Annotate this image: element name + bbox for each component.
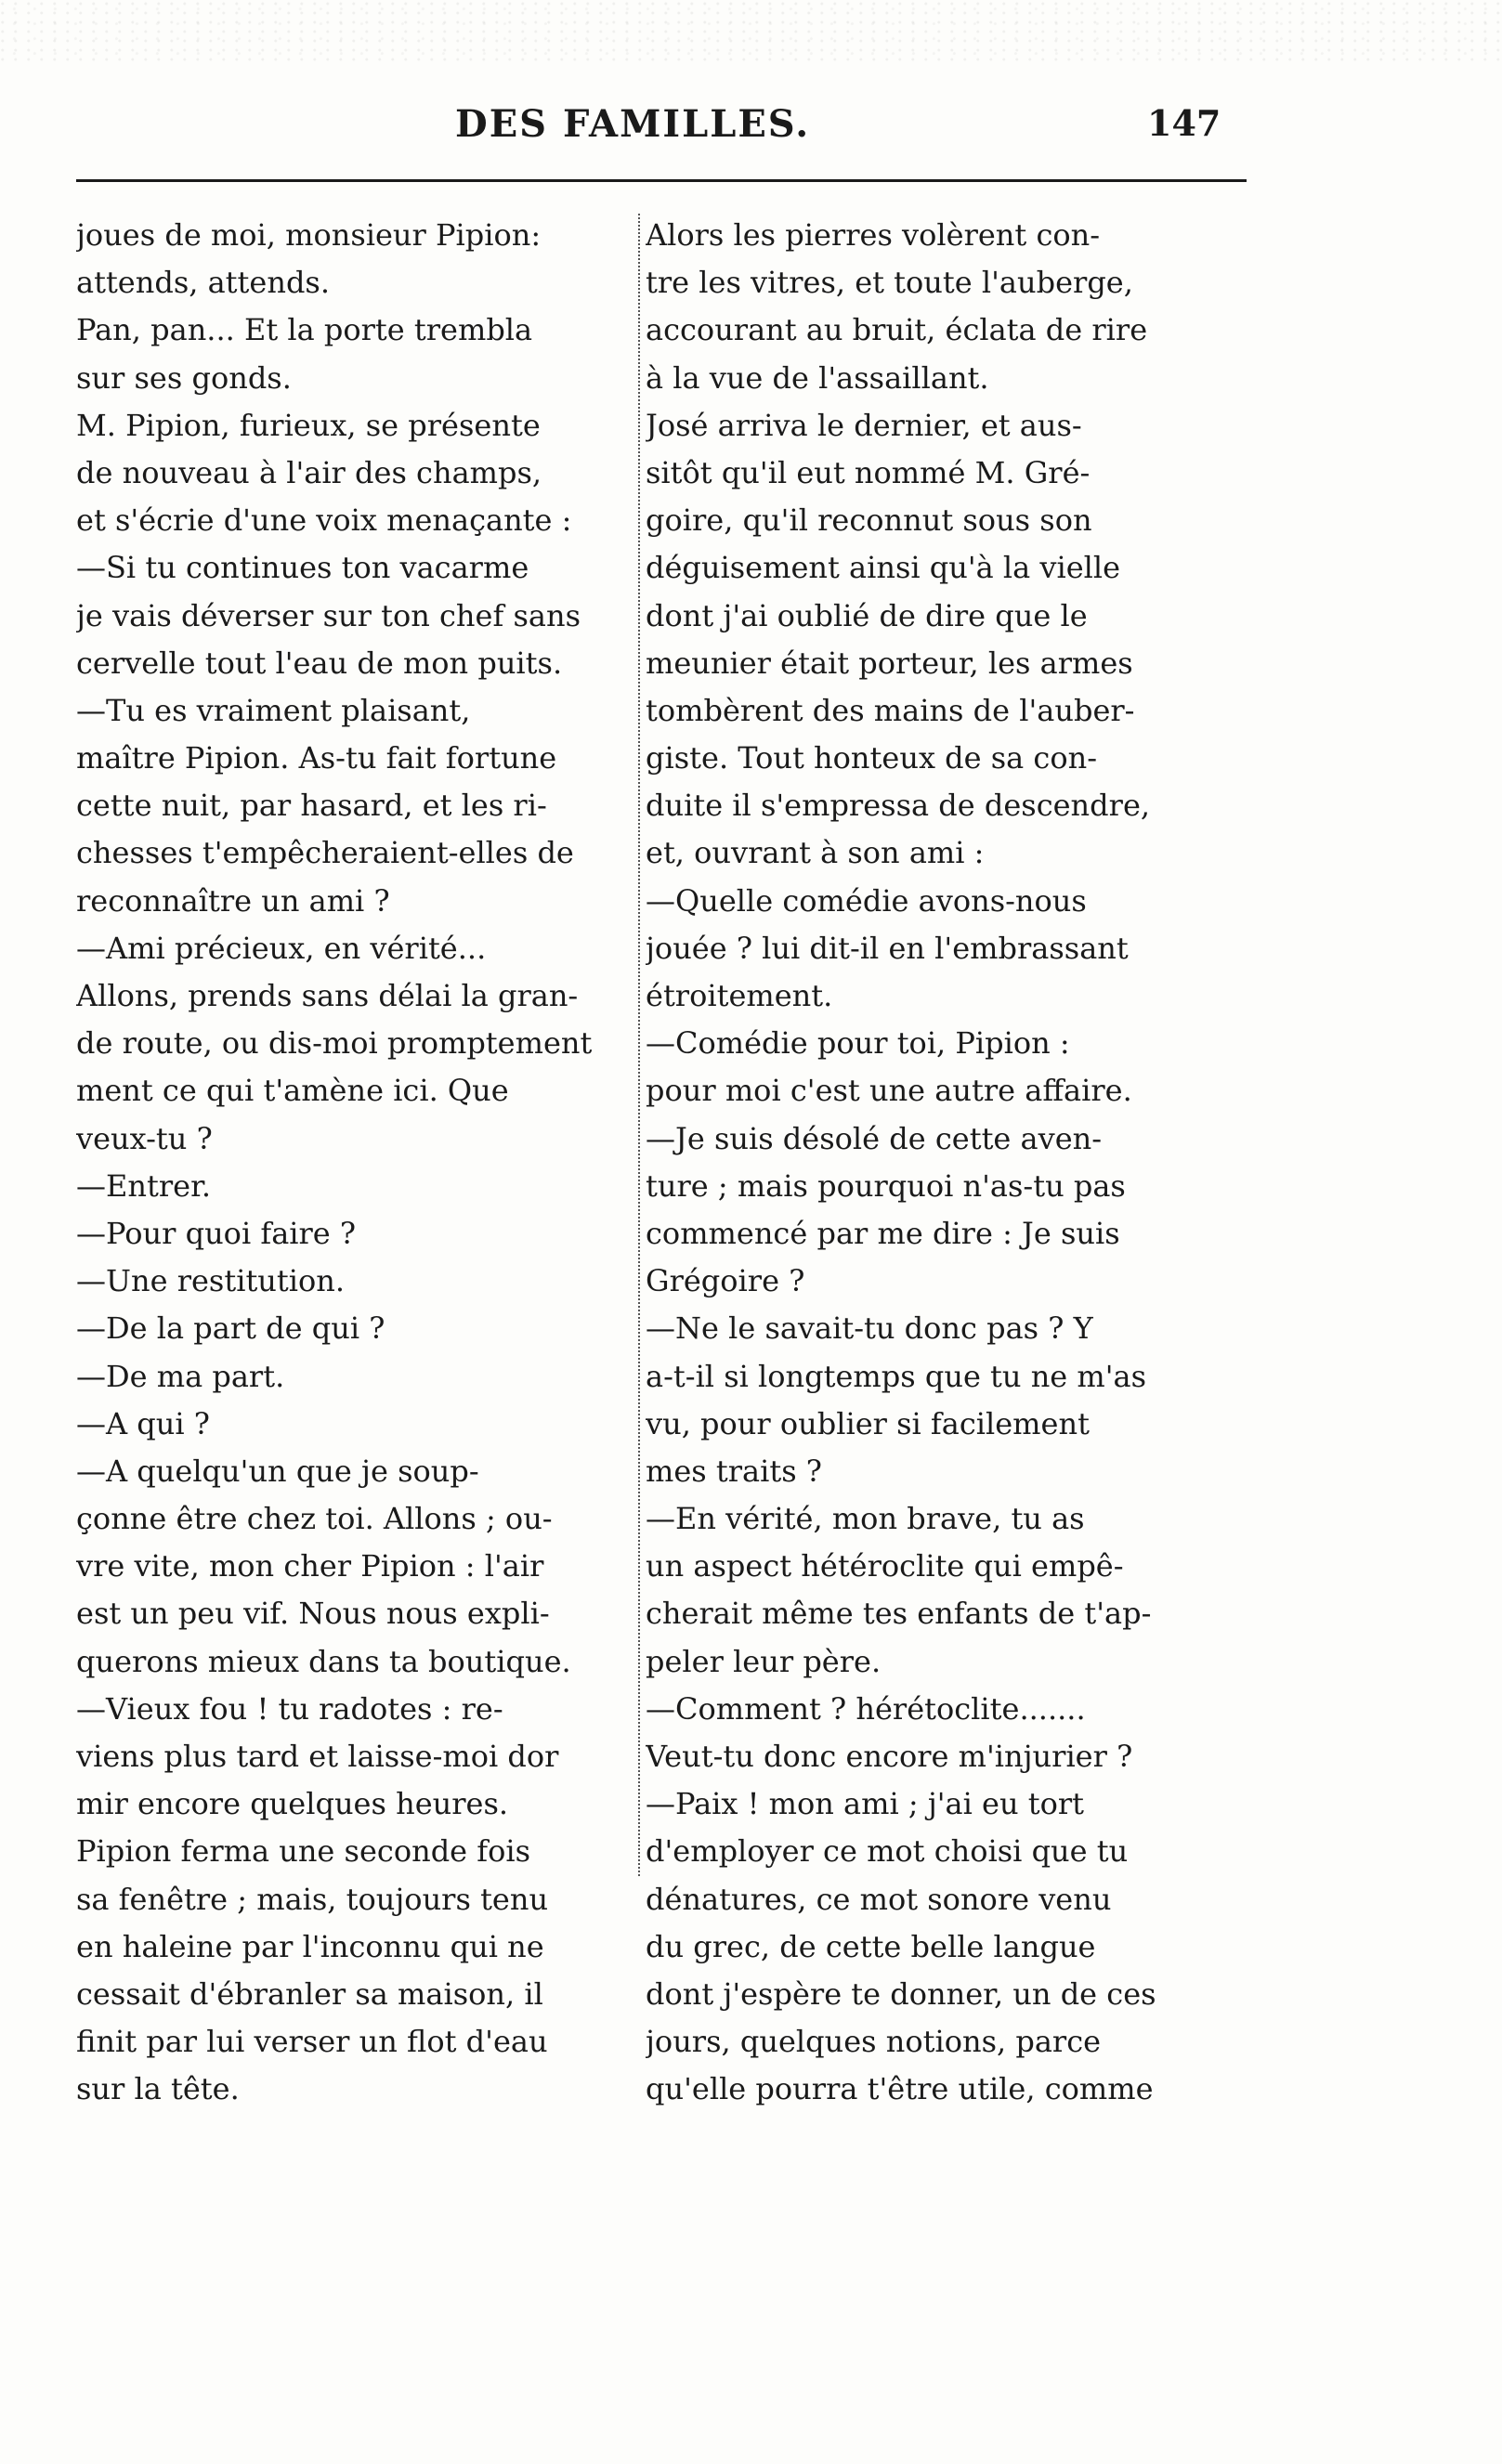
left-column-line: de route, ou dis-moi promptement [76, 1025, 593, 1062]
right-column-line: à la vue de l'assaillant. [646, 359, 989, 396]
right-column-line: Veut-tu donc encore m'injurier ? [646, 1739, 1133, 1774]
right-column-line: déguisement ainsi qu'à la vielle [646, 550, 1121, 586]
right-column-line: —Quelle comédie avons-nous [646, 882, 1087, 919]
left-column-line: chesses t'empêcheraient-elles de [76, 835, 574, 871]
right-column-line: giste. Tout honteux de sa con- [646, 740, 1098, 776]
right-column-line: sitôt qu'il eut nommé M. Gré- [646, 454, 1091, 490]
left-column-line: —Entrer. [76, 1167, 212, 1204]
right-column-line: pour moi c'est une autre affaire. [646, 1073, 1132, 1109]
right-column-line: dénatures, ce mot sonore venu [646, 1881, 1112, 1917]
left-column-line: est un peu vif. Nous nous expli- [76, 1596, 550, 1632]
right-column-line: commencé par me dire : Je suis [646, 1215, 1120, 1251]
left-column-line: en haleine par l'inconnu qui ne [76, 1928, 544, 1964]
right-column-line: peler leur père. [646, 1643, 882, 1679]
right-column-line: et, ouvrant à son ami : [646, 835, 985, 871]
right-column-line: goire, qu'il reconnut sous son [646, 502, 1092, 539]
right-column-line: du grec, de cette belle langue [646, 1928, 1096, 1964]
left-column-line: —De ma part. [76, 1358, 285, 1394]
running-head [0, 102, 1502, 158]
left-column-line: reconnaître un ami ? [76, 882, 390, 919]
left-column-line: cervelle tout l'eau de mon puits. [76, 645, 563, 681]
right-column-line: —Je suis désolé de cette aven- [646, 1120, 1103, 1156]
left-column-line: ment ce qui t'amène ici. Que [76, 1073, 509, 1109]
left-column-line: vre vite, mon cher Pipion : l'air [76, 1548, 544, 1584]
header-rule [76, 179, 1247, 182]
left-column-line: cette nuit, par hasard, et les ri- [76, 788, 547, 824]
left-column-line: querons mieux dans ta boutique. [76, 1643, 571, 1679]
left-column-line: —A quelqu'un que je soup- [76, 1453, 479, 1489]
left-column [76, 212, 633, 2114]
right-column-line: accourant au bruit, éclata de rire [646, 312, 1148, 348]
right-column-line: qu'elle pourra t'être utile, comme [646, 2071, 1154, 2107]
left-column-line: et s'écrie d'une voix menaçante : [76, 502, 572, 539]
left-column-line: Pipion ferma une seconde fois [76, 1833, 531, 1870]
left-column-line: —A qui ? [76, 1405, 210, 1441]
right-column-line: a-t-il si longtemps que tu ne m'as [646, 1358, 1147, 1394]
left-column-line: attends, attends. [76, 265, 331, 301]
left-column-line: cessait d'ébranler sa maison, il [76, 1975, 543, 2012]
right-column-line: Grégoire ? [646, 1263, 805, 1299]
right-column-line: dont j'ai oublié de dire que le [646, 597, 1088, 633]
left-column-line: sur la tête. [76, 2071, 240, 2107]
left-column-line: joues de moi, monsieur Pipion: [76, 217, 542, 253]
left-column-line: finit par lui verser un flot d'eau [76, 2024, 548, 2060]
right-column [646, 212, 1203, 2114]
right-column-line: d'employer ce mot choisi que tu [646, 1833, 1129, 1870]
right-column-line: Alors les pierres volèrent con- [646, 217, 1101, 253]
column-divider [638, 214, 640, 1876]
right-column-line: dont j'espère te donner, un de ces [646, 1975, 1156, 2012]
running-title: DES FAMILLES. [455, 102, 811, 146]
left-column-line: M. Pipion, furieux, se présente [76, 407, 541, 443]
left-column-line: sa fenêtre ; mais, toujours tenu [76, 1881, 549, 1917]
right-column-line: cherait même tes enfants de t'ap- [646, 1596, 1152, 1632]
left-column-line: —Vieux fou ! tu radotes : re- [76, 1690, 503, 1727]
right-column-line: vu, pour oublier si facilement [646, 1405, 1090, 1441]
right-column-line: ture ; mais pourquoi n'as-tu pas [646, 1167, 1126, 1204]
left-column-line: —De la part de qui ? [76, 1310, 385, 1347]
right-column-line: —Paix ! mon ami ; j'ai eu tort [646, 1786, 1085, 1822]
left-column-line: —Une restitution. [76, 1263, 346, 1299]
right-column-line: —En vérité, mon brave, tu as [646, 1501, 1085, 1537]
left-column-line: viens plus tard et laisse-moi dor [76, 1739, 559, 1774]
left-column-line: çonne être chez toi. Allons ; ou- [76, 1501, 553, 1537]
left-column-line: —Tu es vraiment plaisant, [76, 692, 471, 728]
left-column-line: maître Pipion. As-tu fait fortune [76, 740, 557, 776]
right-column-line: duite il s'empressa de descendre, [646, 788, 1151, 824]
right-column-line: —Comédie pour toi, Pipion : [646, 1025, 1070, 1062]
left-column-line: —Si tu continues ton vacarme [76, 550, 529, 586]
scan-noise [0, 0, 1502, 65]
right-column-line: jouée ? lui dit-il en l'embrassant [646, 930, 1129, 966]
left-column-line: de nouveau à l'air des champs, [76, 454, 542, 490]
right-column-line: étroitement. [646, 978, 833, 1013]
right-column-line: meunier était porteur, les armes [646, 645, 1133, 681]
left-column-line: Allons, prends sans délai la gran- [76, 978, 579, 1013]
right-column-line: tombèrent des mains de l'auber- [646, 692, 1135, 728]
left-column-line: mir encore quelques heures. [76, 1786, 509, 1822]
left-column-line: —Ami précieux, en vérité... [76, 930, 487, 966]
left-column-line: veux-tu ? [76, 1120, 213, 1156]
left-column-line: je vais déverser sur ton chef sans [76, 597, 581, 633]
page-number: 147 [1147, 102, 1221, 144]
right-column-line: tre les vitres, et toute l'auberge, [646, 265, 1133, 301]
right-column-line: un aspect hétéroclite qui empê- [646, 1548, 1124, 1584]
right-column-line: José arriva le dernier, et aus- [646, 407, 1082, 443]
left-column-line: —Pour quoi faire ? [76, 1215, 357, 1251]
right-column-line: —Ne le savait-tu donc pas ? Y [646, 1310, 1093, 1347]
right-column-line: —Comment ? hérétoclite....... [646, 1690, 1086, 1727]
right-column-line: mes traits ? [646, 1453, 822, 1489]
right-column-line: jours, quelques notions, parce [646, 2024, 1102, 2060]
left-column-line: sur ses gonds. [76, 359, 292, 396]
left-column-line: Pan, pan... Et la porte trembla [76, 312, 533, 348]
